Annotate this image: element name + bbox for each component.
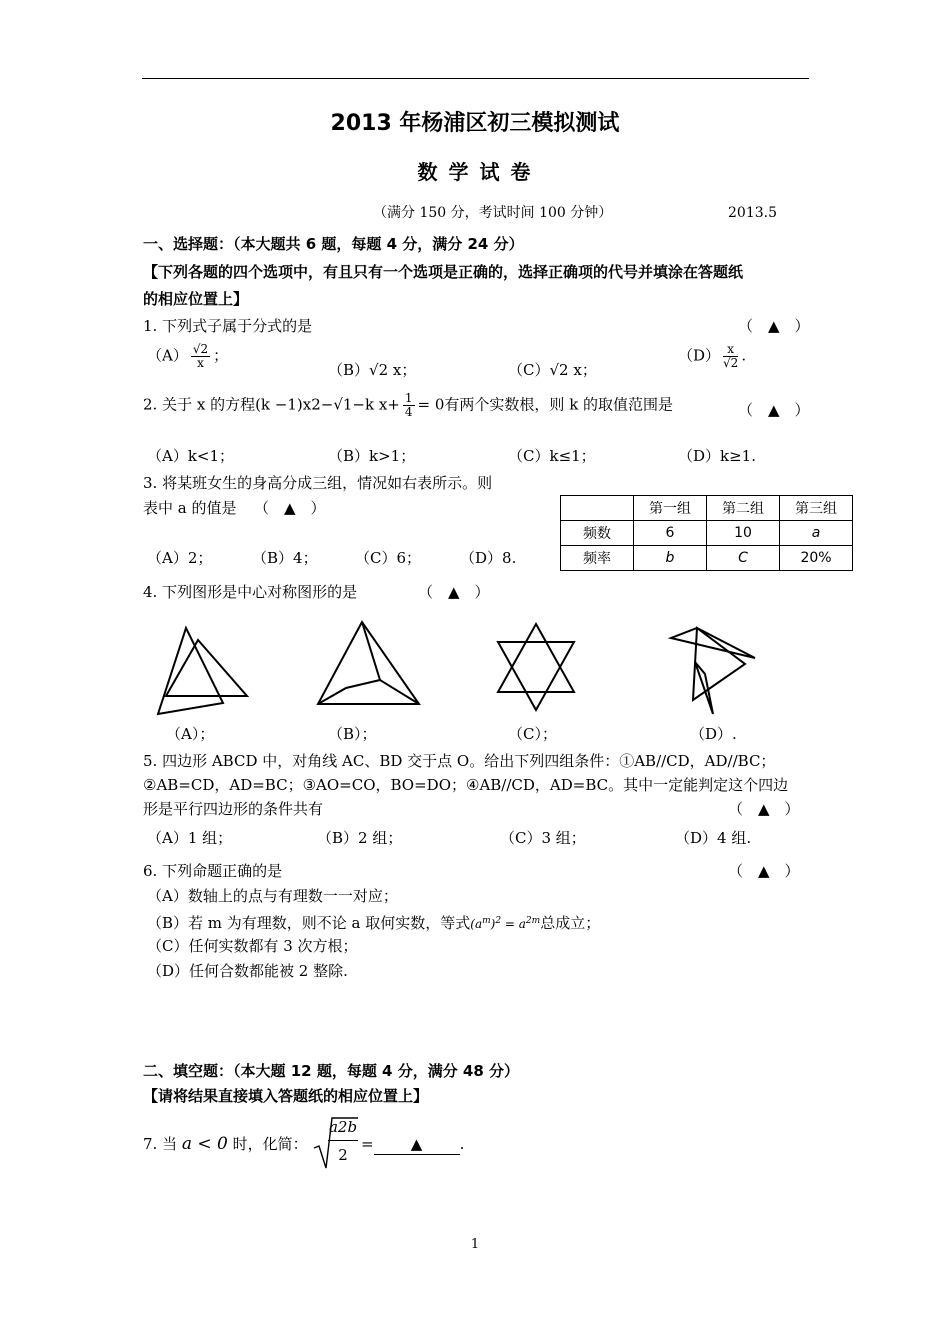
q4-label-b: （B）； — [328, 725, 377, 743]
q5-line-2: ②AB=CD，AD=BC；③AO=CO，BO=DO；④AB//CD，AD=BC。其中一定能判定这个四边 — [143, 776, 789, 794]
section1-heading: 一、选择题：（本大题共 6 题，每题 4 分，满分 24 分） — [143, 235, 524, 253]
q4-label-a: （A）； — [166, 725, 215, 743]
page-number: 1 — [470, 1237, 480, 1252]
table-cell: b — [634, 546, 707, 571]
table-cell: 频数 — [561, 521, 634, 546]
q6-option-a: （A）数轴上的点与有理数一一对应； — [147, 887, 398, 905]
table-cell: C — [707, 546, 780, 571]
q1-answer-mark: （ ▲ ） — [738, 317, 810, 335]
q2-equation: (k −1)x2−√1−k x+ — [255, 395, 400, 414]
q1-stem: 1. 下列式子属于分式的是 — [143, 317, 313, 335]
table-cell: 频率 — [561, 546, 634, 571]
table-cell — [561, 496, 634, 521]
q1-option-a-label: （A） — [147, 346, 188, 365]
q5-option-b: （B）2 组； — [317, 829, 403, 847]
q4-answer-mark: （ ▲ ） — [418, 583, 490, 601]
q2-stem: 2. 关于 x 的方程(k −1)x2−√1−k x+ $\frac{1}{4}$ = 0有两个实数根，则 k 的取值范围是 — [143, 391, 674, 419]
table-row — [561, 496, 853, 521]
q6-stem: 6. 下列命题正确的是 — [143, 862, 283, 880]
q4-label-c: （C）； — [508, 725, 557, 743]
q4-label-d: （D）. — [690, 725, 737, 743]
section2-heading: 二、填空题：（本大题 12 题，每题 4 分，满分 48 分） — [143, 1062, 520, 1080]
q6-equation: $(a^m)^2 = a^{2m}$ — [470, 916, 541, 931]
page-title: 2013 年杨浦区初三模拟测试 — [330, 111, 620, 136]
q3-option-a: （A）2； — [147, 549, 213, 567]
q7-answer: = ▲ . — [361, 1135, 465, 1153]
q6-answer-mark: （ ▲ ） — [728, 862, 800, 880]
section1-instruction-1: 【下列各题的四个选项中，有且只有一个选项是正确的，选择正确项的代号并填涂在答题纸 — [143, 263, 744, 281]
page-subtitle: 数 学 试 卷 — [417, 160, 533, 184]
q3-option-b: （B）4； — [252, 549, 318, 567]
section1-instruction-2: 的相应位置上】 — [143, 290, 249, 308]
table-cell: 第二组 — [707, 496, 780, 521]
table-row — [561, 521, 853, 546]
q3-stem-1: 3. 将某班女生的身高分成三组，情况如右表所示。则 — [143, 474, 493, 492]
q6-option-b: （B）若 m 为有理数，则不论 a 取何实数，等式$(a^m)^2 = a^{2m}$总成立； — [147, 914, 601, 932]
q5-line-3: 形是平行四边形的条件共有 — [143, 800, 324, 818]
q2-answer-mark: （ ▲ ） — [738, 401, 810, 419]
table-row — [561, 546, 853, 571]
q3-option-c: （C）6； — [355, 549, 422, 567]
q7-answer-blank: ▲ — [374, 1134, 460, 1155]
q1-option-c: （C）√2 x； — [508, 361, 597, 379]
q4-figure-a — [150, 618, 260, 718]
q1-option-d: （D） $\frac{x}{√2}$ . — [678, 342, 747, 370]
q4-figure-d — [665, 618, 765, 718]
q1-option-d-fraction: $\frac{x}{√2}$ — [723, 342, 739, 370]
q4-figure-c — [492, 618, 582, 718]
q1-options: （A） $\frac{√2}{x}$ ； — [147, 342, 229, 370]
exam-date: 2013.5 — [728, 205, 777, 221]
table-cell: 第三组 — [780, 496, 853, 521]
table-cell: 20% — [780, 546, 853, 571]
q5-answer-mark: （ ▲ ） — [728, 800, 800, 818]
q7: 7. 当 a < 0 时，化简： — [143, 1134, 308, 1154]
q2-fraction: $\frac{1}{4}$ — [404, 391, 413, 419]
q5-option-c: （C）3 组； — [500, 829, 586, 847]
q7-denominator: 2 — [338, 1146, 348, 1164]
q2-option-b: （B）k>1； — [328, 447, 416, 465]
q5-option-a: （A）1 组； — [147, 829, 233, 847]
q3-frequency-table — [560, 495, 853, 571]
q4-stem: 4. 下列图形是中心对称图形的是 — [143, 583, 358, 601]
q7-condition: a < 0 — [181, 1134, 228, 1154]
q2-option-a: （A）k<1； — [147, 447, 235, 465]
q2-option-d: （D）k≥1. — [678, 447, 756, 465]
q6-option-c: （C）任何实数都有 3 次方根； — [147, 937, 358, 955]
section2-instruction: 【请将结果直接填入答题纸的相应位置上】 — [143, 1087, 429, 1105]
q5-option-d: （D）4 组. — [675, 829, 752, 847]
q7-fraction-bar — [328, 1140, 358, 1141]
q1-option-a-fraction: $\frac{√2}{x}$ — [192, 342, 209, 370]
q2-option-c: （C）k≤1； — [508, 447, 596, 465]
exam-note: （满分 150 分，考试时间 100 分钟） — [373, 205, 613, 221]
table-cell: a — [780, 521, 853, 546]
table-cell: 第一组 — [634, 496, 707, 521]
q3-option-d: （D）8. — [460, 549, 517, 567]
q3-stem-2: 表中 a 的值是 — [143, 499, 237, 517]
table-cell: 10 — [707, 521, 780, 546]
q7-numerator: a2b — [328, 1118, 358, 1136]
q5-line-1: 5. 四边形 ABCD 中，对角线 AC、BD 交于点 O。给出下列四组条件：①AB//CD，AD//BC； — [143, 752, 776, 770]
q3-answer-mark: （ ▲ ） — [254, 499, 326, 517]
header-rule — [142, 78, 809, 79]
q6-option-d: （D）任何合数都能被 2 整除. — [147, 962, 348, 980]
table-cell: 6 — [634, 521, 707, 546]
q1-option-b: （B）√2 x； — [328, 361, 417, 379]
q4-figure-b — [312, 618, 427, 718]
